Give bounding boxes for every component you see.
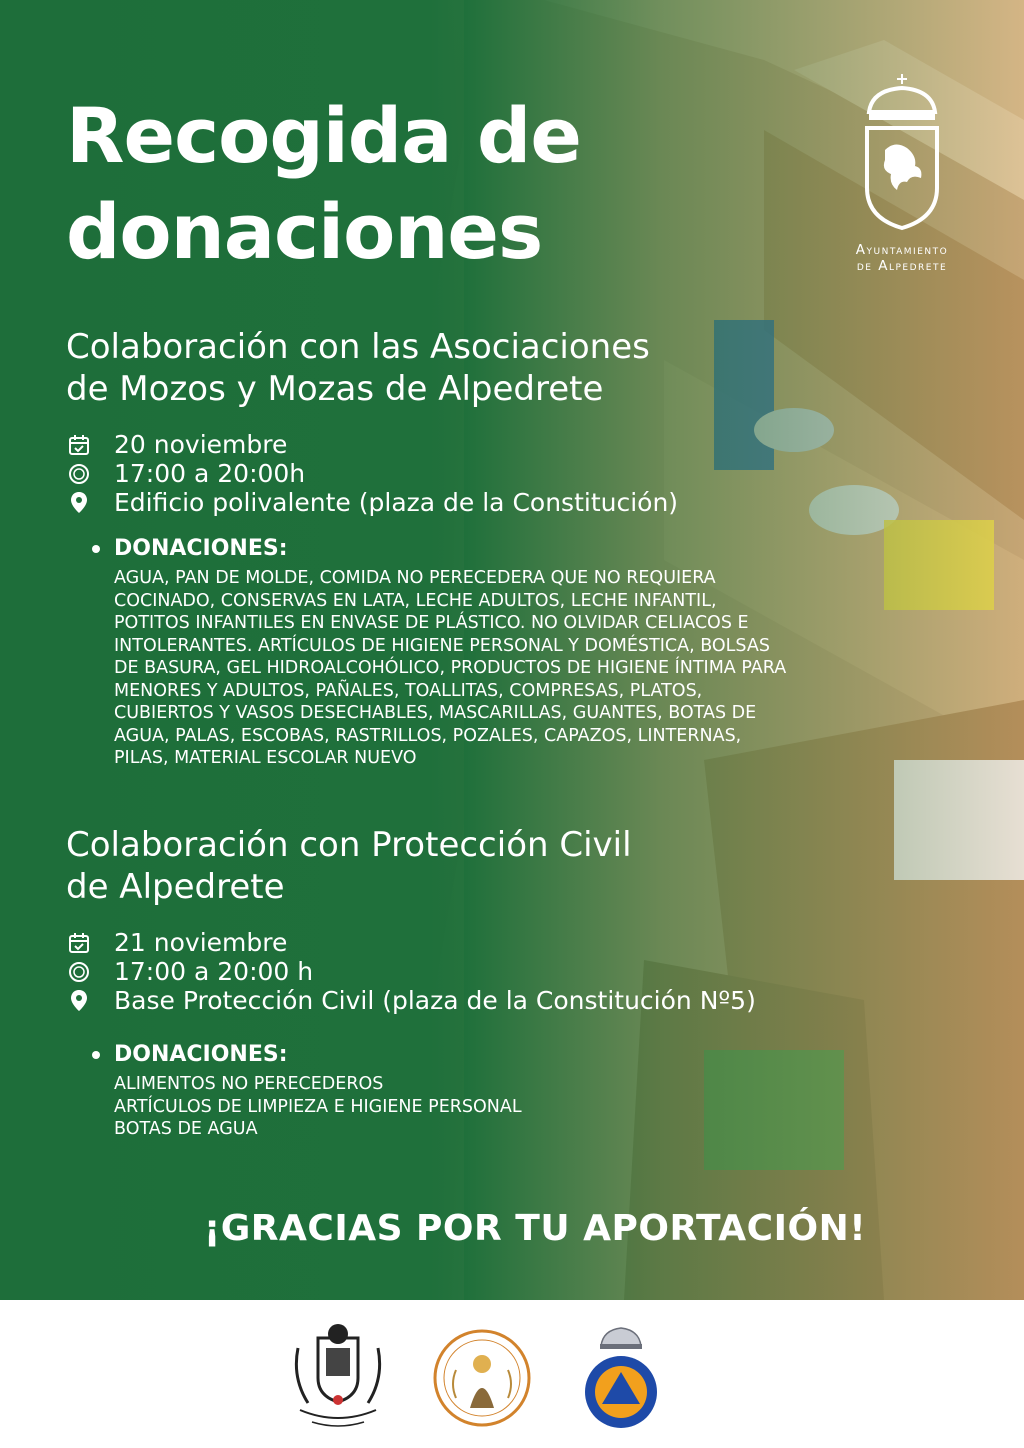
section1-subtitle — [66, 326, 650, 410]
section1-date: 20 noviembre — [114, 430, 288, 459]
donation-line: AGUA, PAN DE MOLDE, COMIDA NO PERECEDERA QUE NO REQUIERA — [114, 568, 716, 588]
calendar-icon — [66, 432, 92, 458]
proteccion-civil-logo-icon — [578, 1324, 664, 1432]
page-title — [66, 88, 766, 280]
mozos-alpedrete-logo-icon — [290, 1318, 386, 1430]
section2-subtitle — [66, 824, 632, 908]
section2-donations — [92, 1042, 934, 1141]
donation-line: INTOLERANTES. ARTÍCULOS DE HIGIENE PERSONAL Y DOMÉSTICA, BOLSAS — [114, 635, 770, 656]
section1-donations-list — [114, 567, 934, 770]
title-line-1: Recogida de — [66, 91, 581, 180]
section2-date-row — [66, 928, 756, 957]
section1-subtitle-line-2: de Mozos y Mozas de Alpedrete — [66, 369, 604, 409]
calendar-icon — [66, 930, 92, 956]
donation-line: AGUA, PALAS, ESCOBAS, RASTRILLOS, POZALES, CAPAZOS, LINTERNAS, — [114, 725, 742, 746]
clock-icon — [66, 461, 92, 487]
bullet-icon — [92, 1051, 100, 1059]
section2-date: 21 noviembre — [114, 928, 288, 957]
section2-info — [66, 928, 756, 1015]
section2-subtitle-line-2: de Alpedrete — [66, 867, 285, 907]
section1-donations-heading: DONACIONES: — [114, 536, 288, 561]
donation-line: BOTAS DE AGUA — [114, 1119, 258, 1139]
section2-place: Base Protección Civil (plaza de la Constitución Nº5) — [114, 986, 756, 1015]
asociacion-mozas-logo-icon — [432, 1328, 532, 1428]
clock-icon — [66, 959, 92, 985]
section2-place-row — [66, 986, 756, 1015]
donation-line: POTITOS INFANTILES EN ENVASE DE PLÁSTICO. NO OLVIDAR CELIACOS E — [114, 613, 749, 633]
location-pin-icon — [66, 988, 92, 1014]
donation-line: MENORES Y ADULTOS, PAÑALES, TOALLITAS, COMPRESAS, PLATOS, — [114, 680, 703, 701]
section1-time: 17:00 a 20:00h — [114, 459, 306, 488]
section1-place-row — [66, 488, 678, 517]
donation-line: COCINADO, CONSERVAS EN LATA, LECHE ADULTOS, LECHE INFANTIL, — [114, 590, 717, 611]
section1-subtitle-line-1: Colaboración con las Asociaciones — [66, 327, 650, 367]
donation-line: ARTÍCULOS DE LIMPIEZA E HIGIENE PERSONAL — [114, 1096, 522, 1117]
location-pin-icon — [66, 490, 92, 516]
section1-date-row — [66, 430, 678, 459]
section2-subtitle-line-1: Colaboración con Protección Civil — [66, 825, 632, 865]
thanks-message: ¡GRACIAS POR TU APORTACIÓN! — [203, 1208, 867, 1249]
coat-of-arms-icon — [857, 72, 947, 232]
footer-logos — [0, 1300, 1024, 1448]
donation-line: PILAS, MATERIAL ESCOLAR NUEVO — [114, 748, 417, 768]
ayuntamiento-logo — [812, 72, 992, 274]
section2-donations-list — [114, 1073, 934, 1141]
title-line-2: donaciones — [66, 187, 543, 276]
section1-place: Edificio polivalente (plaza de la Constitución) — [114, 488, 679, 517]
section1-time-row — [66, 459, 678, 488]
section2-time: 17:00 a 20:00 h — [114, 957, 314, 986]
donation-line: CUBIERTOS Y VASOS DESECHABLES, MASCARILLAS, GUANTES, BOTAS DE — [114, 703, 757, 723]
ayuntamiento-line-2: de Alpedrete — [856, 258, 948, 274]
section2-donations-heading: DONACIONES: — [114, 1042, 288, 1067]
donation-line: DE BASURA, GEL HIDROALCOHÓLICO, PRODUCTOS DE HIGIENE ÍNTIMA PARA — [114, 658, 787, 678]
section1-info — [66, 430, 678, 517]
section2-time-row — [66, 957, 756, 986]
section1-donations — [92, 536, 934, 770]
donation-line: ALIMENTOS NO PERECEDEROS — [114, 1074, 384, 1094]
bullet-icon — [92, 545, 100, 553]
ayuntamiento-line-1: Ayuntamiento — [855, 242, 949, 258]
